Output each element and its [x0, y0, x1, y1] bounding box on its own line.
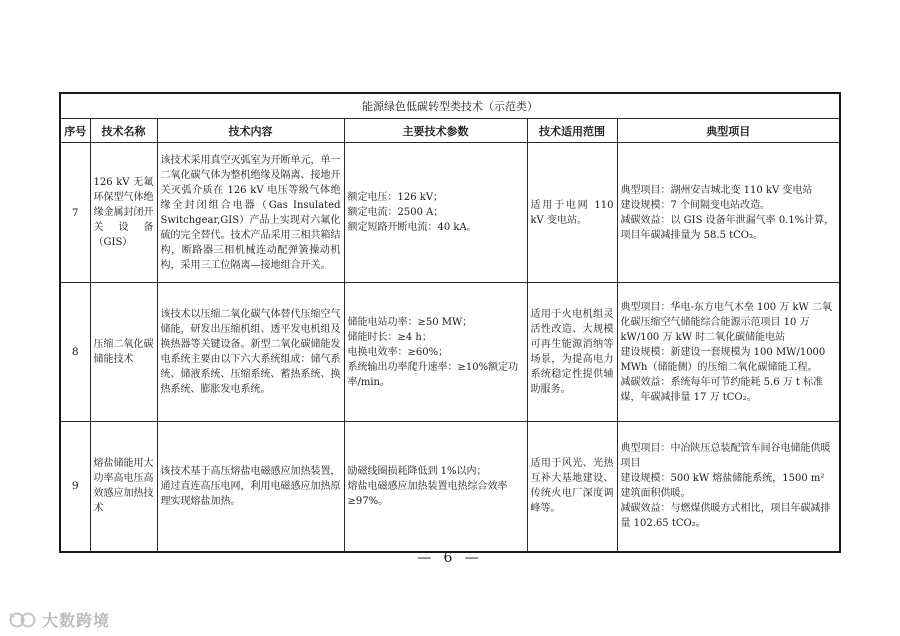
tech-content: 该技术采用真空灭弧室为开断单元，单一二氧化碳气体为整机绝缘及隔离、接地开关灭弧介质在 126 kV 电压等级气体绝缘全封闭组合电器（Gas Insulated Switchgear,GIS）产品上实现对六氟化硫的完全替代。技术产品采用三相共箱结构，断路器三相机械连动配弹簧操动机构，采用三工位隔离—接地组合开关。 [157, 143, 344, 283]
param-line: 储能时长：≥4 h； [347, 331, 432, 343]
project-line: 典型项目：湖州安吉城北变 110 kV 变电站 [620, 184, 813, 196]
param-line: 额定短路开断电流：40 kA。 [347, 222, 477, 233]
tech-name: 126 kV 无氟环保型气体绝缘金属封闭开关设备（GIS） [90, 143, 157, 283]
watermark [8, 608, 110, 631]
param-line: 系统输出功率爬升速率：≥10%额定功率/min。 [347, 361, 519, 388]
typical-project [617, 283, 840, 422]
project-line: 典型项目：中冶陕压总装配管车间谷电储能供暖项目 [620, 443, 831, 470]
project-line: 减碳效益：与燃煤供暖方式相比，项目年碳减排量 102.65 tCO₂。 [620, 503, 831, 530]
header-params: 主要技术参数 [344, 119, 527, 143]
param-line: 额定电流：2500 A； [347, 207, 444, 218]
tech-scope: 适用于火电机组灵活性改造、大规模可再生能源消纳等场景，为提高电力系统稳定性提供辅助服务。 [527, 283, 617, 422]
project-line: 建设规模：新建设一套规模为 100 MW/1000 MWh（储能侧）的压缩二氧化碳储能工程。 [620, 346, 826, 373]
param-line: 电换电效率：≥60%； [347, 346, 449, 358]
table-title: 能源绿色低碳转型类技术（示范类） [60, 93, 840, 119]
header-content: 技术内容 [157, 119, 344, 143]
project-line: 建设规模：500 kW 熔盐储能系统，1500 m² 建筑面积供暖。 [620, 473, 825, 500]
watermark-text: 大数跨境 [42, 611, 111, 630]
technology-table [59, 92, 841, 553]
param-line: 熔盐电磁感应加热装置电热综合效率≥97%。 [347, 480, 508, 507]
table-row [60, 143, 840, 283]
project-line: 减碳效益：系统每年可节约能耗 5.6 万 t 标准煤，年碳减排量 17 万 tCO₂。 [620, 376, 824, 403]
header-name: 技术名称 [90, 119, 157, 143]
page-number: — 6 — [417, 550, 483, 566]
typical-project [617, 422, 840, 552]
tech-scope: 适用于电网 110 kV 变电站。 [527, 143, 617, 283]
header-project: 典型项目 [617, 119, 840, 143]
row-number: 8 [60, 283, 90, 422]
tech-content: 该技术以压缩二氧化碳气体替代压缩空气储能，研发出压缩机组、透平发电机组及换热器等关键设备。新型二氧化碳储能发电系统主要由以下六大系统组成：储气系统、储液系统、压缩系统、蓄热系统、换热系统、膨胀发电系统。 [157, 283, 344, 422]
tech-name: 压缩二氧化碳储能技术 [90, 283, 157, 422]
tech-name: 熔盐储能用大功率高电压高效感应加热技术 [90, 422, 157, 552]
header-no: 序号 [60, 119, 90, 143]
tech-params [344, 143, 527, 283]
typical-project [617, 143, 840, 283]
param-line: 励磁线圈损耗降低到 1%以内； [347, 465, 487, 477]
project-line: 建设规模：7 个间隔变电站改造。 [620, 199, 771, 211]
row-number: 7 [60, 143, 90, 283]
tech-scope: 适用于风光、光热互补大基地建设、传统火电厂深度调峰等。 [527, 422, 617, 552]
technology-table-container [59, 92, 839, 553]
project-line: 减碳效益：以 GIS 设备年泄漏气率 0.1%计算，项目年碳减排量为 58.5 tCO₂。 [620, 214, 835, 241]
table-row [60, 422, 840, 552]
row-number: 9 [60, 422, 90, 552]
project-line: 典型项目：华电-东方电气木垒 100 万 kW 二氧化碳压缩空气储能综合能源示范项目 10 万 kW/100 万 kW 时二氧化碳储能电站 [620, 301, 833, 343]
param-line: 额定电压：126 kV； [347, 192, 444, 203]
param-line: 储能电站功率：≥50 MW； [347, 316, 473, 328]
tech-params [344, 283, 527, 422]
header-scope: 技术适用范围 [527, 119, 617, 143]
tech-content: 该技术基于高压熔盐电磁感应加热装置，通过直连高压电网，利用电磁感应加热原理实现熔盐加热。 [157, 422, 344, 552]
watermark-logo-icon [8, 611, 38, 629]
tech-params [344, 422, 527, 552]
table-header-row [60, 119, 840, 143]
table-row [60, 283, 840, 422]
